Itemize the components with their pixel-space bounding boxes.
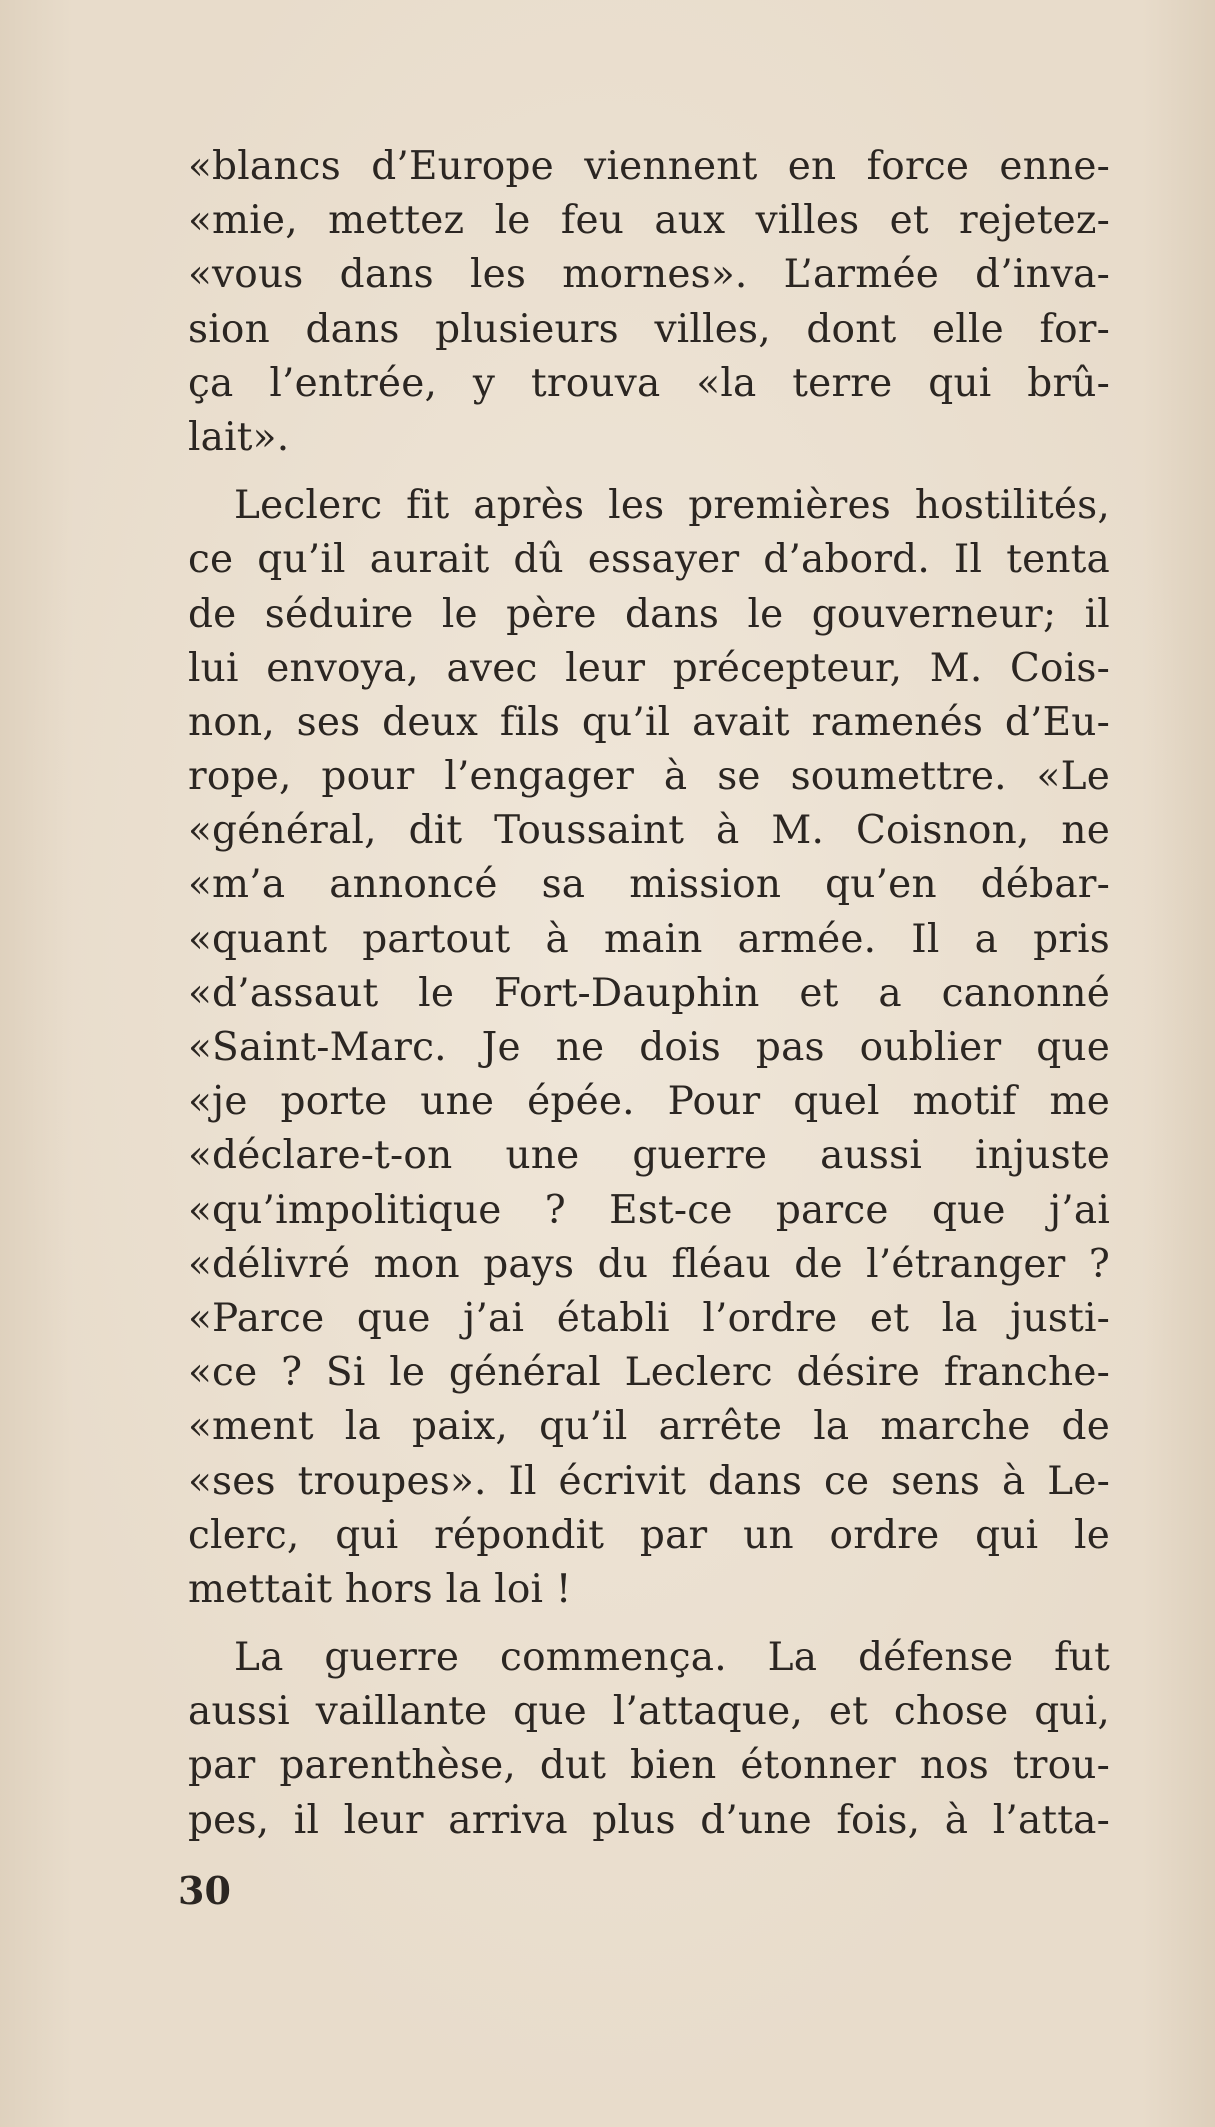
paragraph-gap [188,1617,1110,1631]
text-line: lui envoya, avec leur précepteur, M. Cois- [188,645,1110,691]
text-line: «général, dit Toussaint à M. Coisnon, ne [188,808,1110,854]
text-line: «ment la paix, qu’il arrête la marche de [188,1404,1110,1450]
paragraph-2 [188,479,1110,1617]
page-number: 30 [178,1868,231,1913]
text-line: «blancs d’Europe viennent en force enne- [188,144,1110,189]
text-line: Leclerc fit après les premières hostilités, [234,483,1110,529]
text-line: «mie, mettez le feu aux villes et rejetez- [188,198,1110,244]
text-line: «ses troupes». Il écrivit dans ce sens à Le- [188,1458,1110,1504]
text-line: ça l’entrée, y trouva «la terre qui brû- [188,360,1110,406]
text-line: sion dans plusieurs villes, dont elle for- [188,306,1110,352]
text-line: La guerre commença. La défense fut [234,1635,1110,1681]
text-line: mettait hors la loi ! [188,1566,572,1612]
text-line: «délivré mon pays du fléau de l’étranger ? [188,1241,1110,1287]
body-text [188,140,1110,1848]
text-line: «je porte une épée. Pour quel motif me [188,1079,1110,1125]
text-line: «m’a annoncé sa mission qu’en débar- [188,862,1110,908]
text-line: clerc, qui répondit par un ordre qui le [188,1512,1110,1558]
text-line: ce qu’il aurait dû essayer d’abord. Il tenta [188,537,1110,583]
text-line: rope, pour l’engager à se soumettre. «Le [188,754,1110,800]
text-line: «déclare-t-on une guerre aussi injuste [188,1133,1110,1179]
text-line: «Saint-Marc. Je ne dois pas oublier que [188,1025,1110,1070]
text-line: «qu’impolitique ? Est-ce parce que j’ai [188,1187,1110,1233]
text-line: «vous dans les mornes». L’armée d’inva- [188,252,1110,298]
text-line: «ce ? Si le général Leclerc désire franche- [188,1350,1110,1396]
text-line: pes, il leur arriva plus d’une fois, à l’atta- [188,1797,1110,1843]
text-line: «Parce que j’ai établi l’ordre et la justi- [188,1295,1110,1341]
text-line: non, ses deux fils qu’il avait ramenés d’Eu- [188,699,1110,745]
text-line: de séduire le père dans le gouverneur; il [188,591,1110,637]
text-line: par parenthèse, dut bien étonner nos trou- [188,1743,1110,1789]
paragraph-gap [188,465,1110,479]
text-line: aussi vaillante que l’attaque, et chose qui, [188,1689,1110,1735]
text-line: lait». [188,414,290,460]
paragraph-1 [188,140,1110,465]
paragraph-3 [188,1631,1110,1848]
text-line: «d’assaut le Fort-Dauphin et a canonné [188,970,1110,1016]
text-line: «quant partout à main armée. Il a pris [188,916,1110,962]
